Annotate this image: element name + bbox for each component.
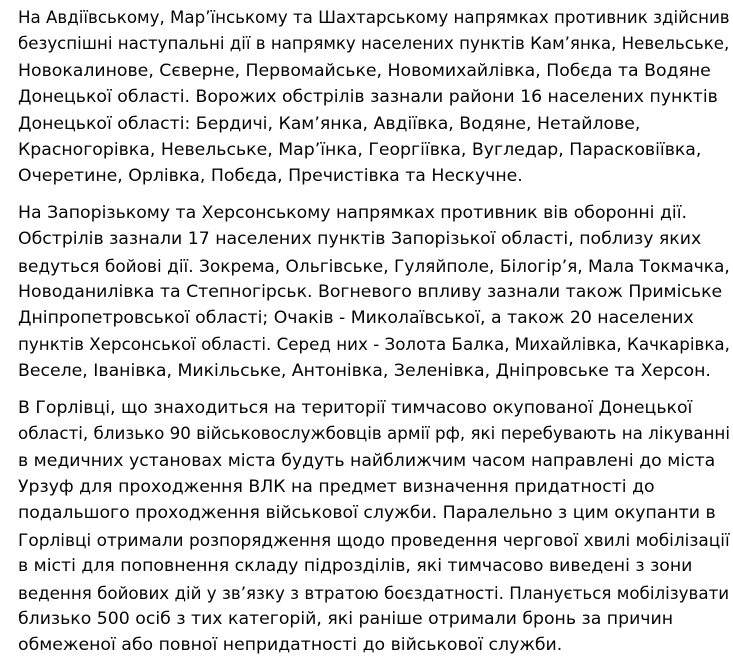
text-line: подальшого проходження військової служби. Паралельно з цим окупанти в <box>18 503 716 524</box>
text-line: Веселе, Іванівка, Микільське, Антонівка, Зеленівка, Дніпровське та Херсон. <box>18 361 711 382</box>
text-line: Горлівці отримали розпорядження щодо проведення чергової хвилі мобілізації <box>18 529 730 550</box>
text-line: ведуться бойові дії. Зокрема, Ольгівське, Гуляйполе, Білогір’я, Мала Токмачка, <box>18 255 730 276</box>
paragraph-avdiivka-direction <box>18 5 729 190</box>
text-line: В Горлівці, що знаходиться на території тимчасово окупованої Донецької <box>18 397 693 418</box>
text-line: Обстрілів зазнали 17 населених пунктів Запорізької області, поблизу яких <box>18 229 702 250</box>
text-line: На Авдіївському, Мар’їнському та Шахтарському напрямках противник здійснив <box>18 8 730 27</box>
text-line: Красногорівка, Невельське, Мар’їнка, Георгіївка, Вугледар, Парасковіївка, <box>18 140 702 161</box>
text-line: області, близько 90 військовослужбовців армії рф, які перебувають на лікуванні <box>18 424 730 444</box>
text-line: Донецької області. Ворожих обстрілів зазнали райони 16 населених пунктів <box>18 87 718 108</box>
text-line: Дніпропетровської області; Очаків - Миколаївської, а також 20 населених <box>18 308 694 329</box>
text-line: обмеженої або повної непридатності до військової служби. <box>18 635 563 656</box>
text-line: На Запорізькому та Херсонському напрямках противник вів оборонні дії. <box>18 202 688 223</box>
text-line: ведення бойових дій у зв’язку з втратою боєздатності. Планується мобілізувати <box>18 582 730 603</box>
paragraph-horlivka <box>18 395 729 659</box>
text-line: близько 500 осіб з тих категорій, які раніше отримали бронь за причин <box>18 608 674 629</box>
text-line: безуспішні наступальні дії в напрямку населених пунктів Кам’янка, Невельське, <box>18 34 730 54</box>
text-line: в медичних установах міста будуть найближчим часом направлені до міста <box>18 450 716 471</box>
text-line: Новокалинове, Сєверне, Первомайське, Новомихайлівка, Побєда та Водяне <box>18 60 711 81</box>
text-line: Урзуф для проходження ВЛК на предмет визначення придатності до <box>18 476 655 497</box>
text-line: Донецької області: Бердичі, Кам’янка, Авдіївка, Водяне, Нетайлове, <box>18 113 641 134</box>
text-line: в місті для поповнення складу підрозділів, які тимчасово виведені з зони <box>18 556 693 577</box>
paragraph-zaporizhzhia-kherson-direction <box>18 200 729 385</box>
text-line: Очеретине, Орлівка, Побєда, Пречистівка та Нескучне. <box>18 166 523 187</box>
text-line: пунктів Херсонської області. Серед них - Золота Балка, Михайлівка, Качкарівка, <box>18 334 730 354</box>
text-line: Новоданилівка та Степногірськ. Вогневого впливу зазнали також Примiське <box>18 282 723 303</box>
